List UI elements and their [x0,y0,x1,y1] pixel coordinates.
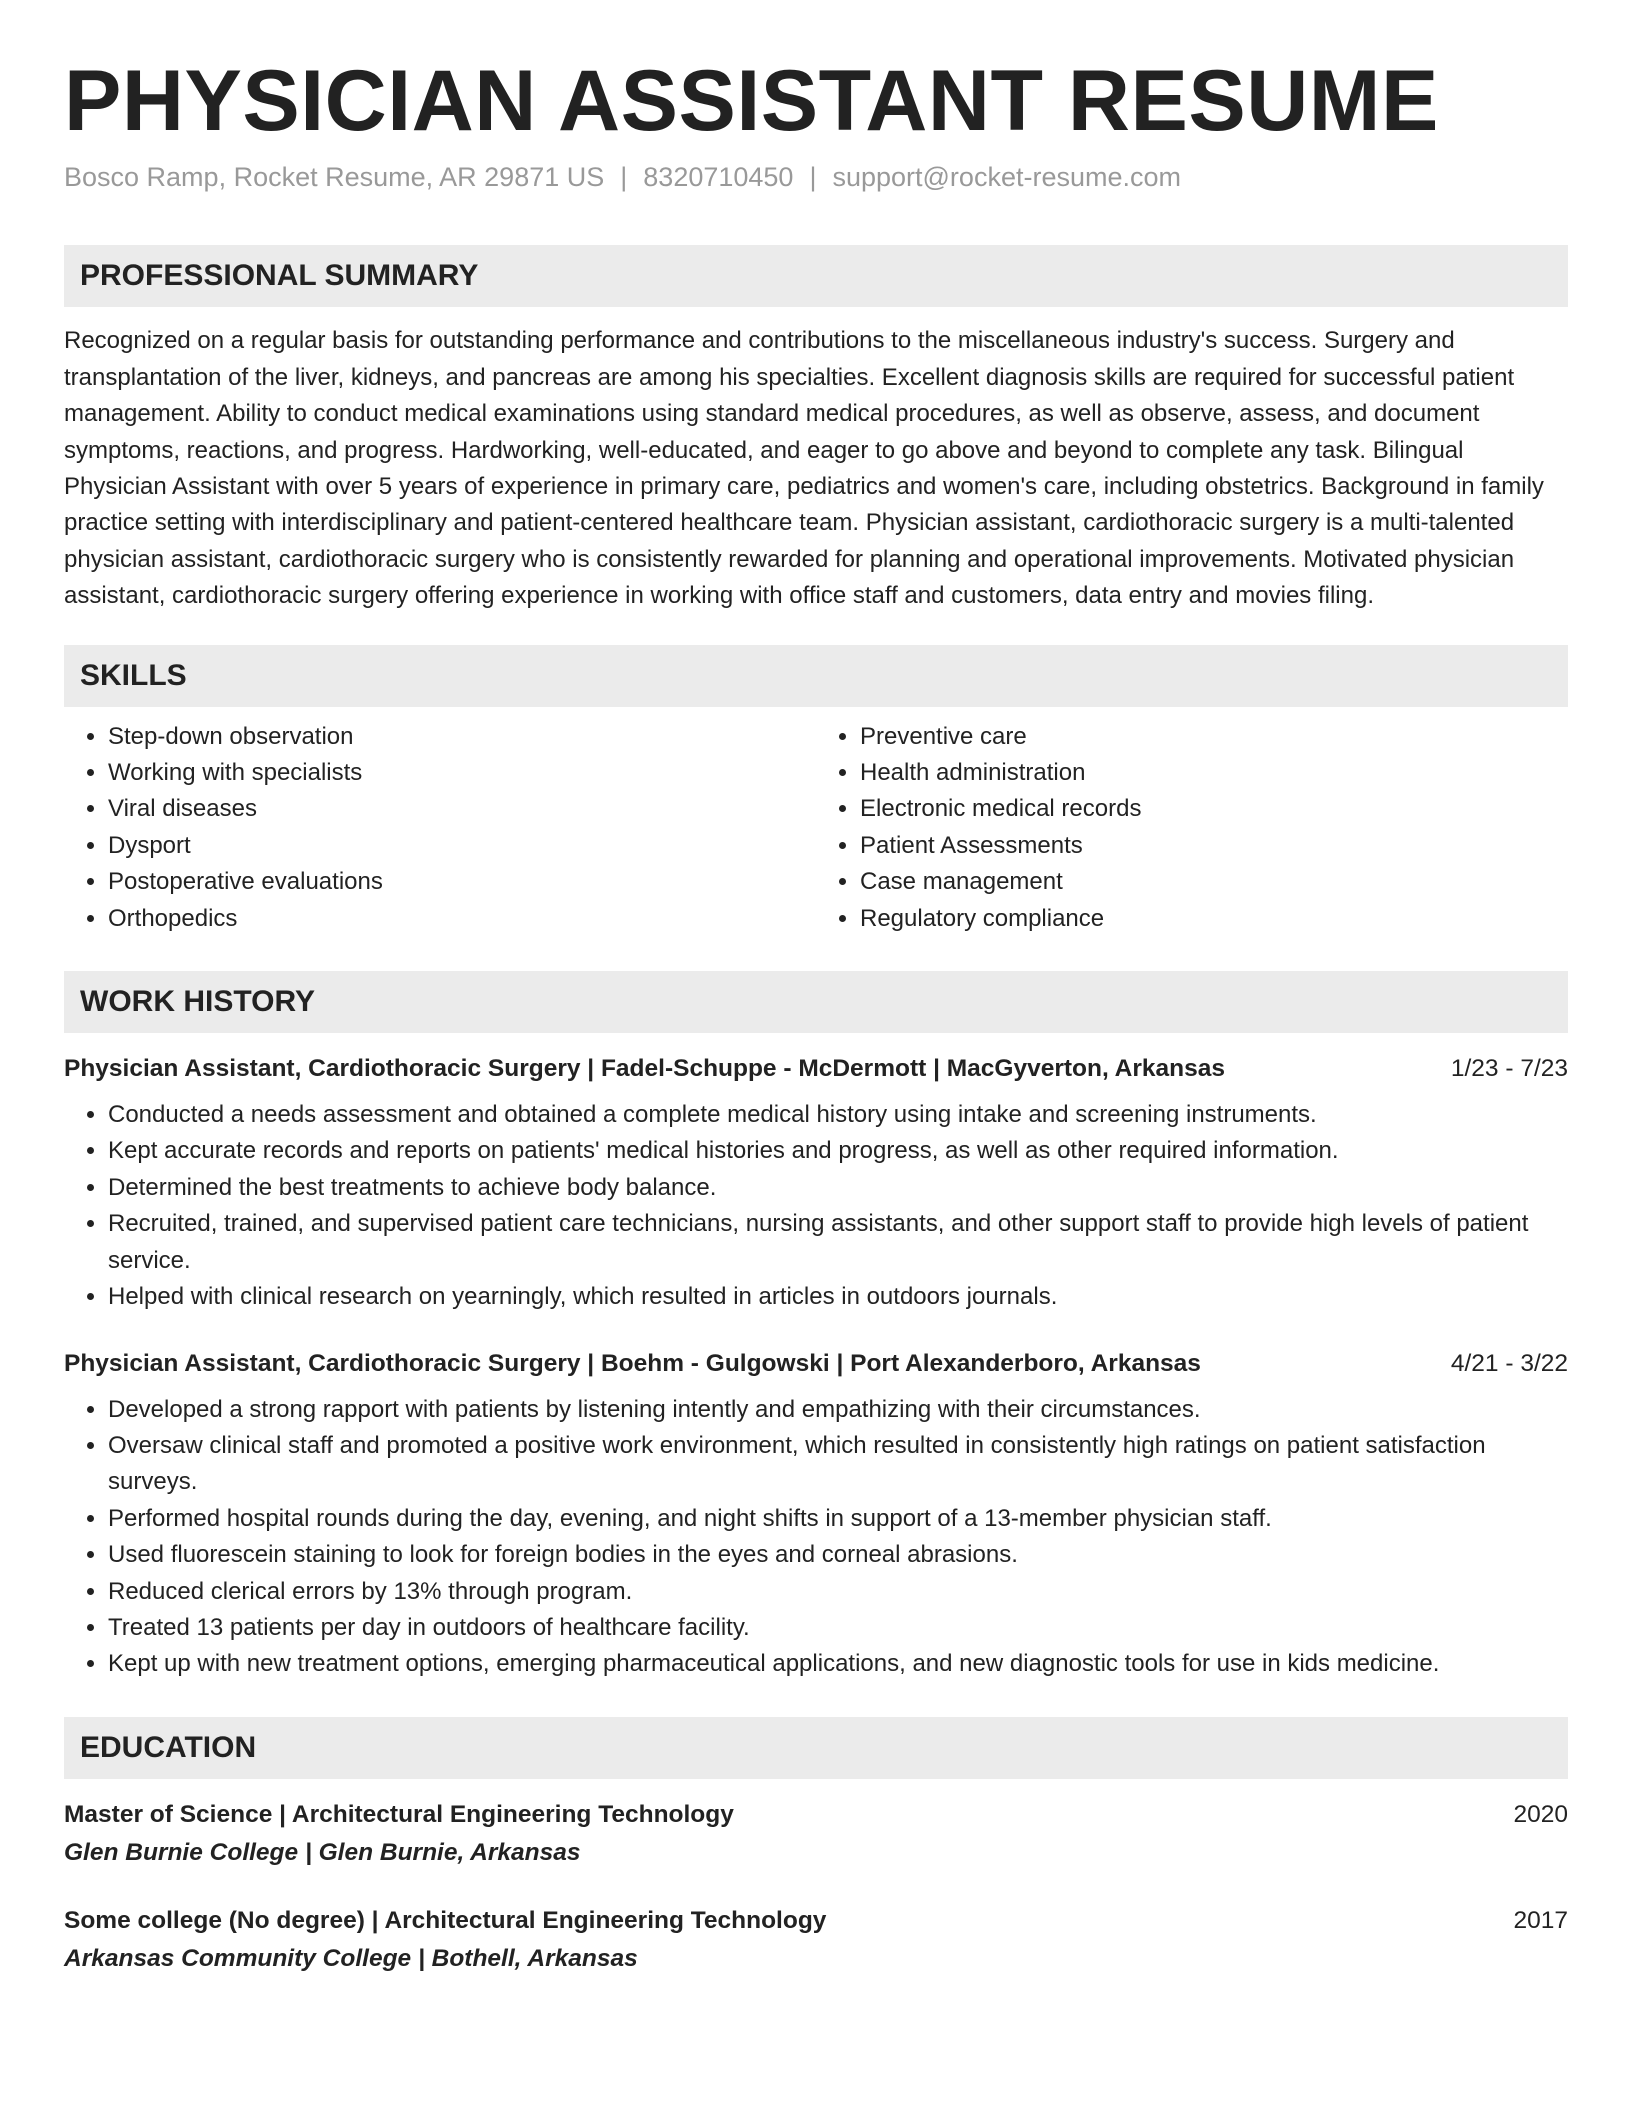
work-history-section [64,971,1568,1683]
education-header [64,1903,1568,1939]
skill-item: • Patient Assessments [860,828,1568,864]
contact-line [64,160,1568,195]
skill-item: • Regulatory compliance [860,901,1568,937]
education-degree: Some college (No degree) | Architectural Engineering Technology [64,1906,827,1934]
summary-text: Recognized on a regular basis for outstanding performance and contributions to the miscellaneous industry's success. Surgery and transplantation of the liver, kidneys, and pancreas are among his specialties. Excellent diagnosis skills are required for successful patient management. Ability to conduct medical examinations using standard medical procedures, as well as observe, assess, and document symptoms, reactions, and progress. Hardworking, well-educated, and eager to go above and beyond to complete any task. Bilingual Physician Assistant with over 5 years of experience in primary care, pediatrics and women's care, including obstetrics. Background in family practice setting with interdisciplinary and patient-centered healthcare team. Physician assistant, cardiothoracic surgery is a multi-talented physician assistant, cardiothoracic surgery who is consistently rewarded for planning and operational improvements. Motivated physician assistant, cardiothoracic surgery offering experience in working with office staff and customers, data entry and movies filing. [64,327,1544,610]
education-entry [64,1797,1568,1873]
job-dates: 4/21 - 3/22 [1450,1349,1568,1377]
job-bullets [64,1097,1568,1315]
job-header [64,1346,1568,1382]
resume-page [64,53,1568,1979]
job-bullet: • Oversaw clinical staff and promoted a positive work environment, which resulted in consistently high ratings on patient satisfaction surveys. [108,1428,1568,1501]
education-year: 2017 [1513,1906,1568,1934]
education-school: Arkansas Community College | Bothell, Arkansas [64,1944,638,1972]
education-school: Glen Burnie College | Glen Burnie, Arkansas [64,1838,581,1866]
job-bullet: • Determined the best treatments to achieve body balance. [108,1170,1568,1206]
skill-item: • Health administration [860,755,1568,791]
section-heading-work: WORK HISTORY [64,971,1568,1033]
education-section [64,1717,1568,1979]
job-bullet: • Kept up with new treatment options, emerging pharmaceutical applications, and new diagnostic tools for use in kids medicine. [108,1646,1568,1682]
job-entry [64,1346,1568,1683]
section-heading-education: EDUCATION [64,1717,1568,1779]
skills-grid [64,719,1568,937]
job-header [64,1051,1568,1087]
skill-item: • Postoperative evaluations [108,864,816,900]
contact-email: support@rocket-resume.com [832,162,1181,193]
skill-item: • Working with specialists [108,755,816,791]
contact-separator: | [620,162,628,193]
section-heading-skills: SKILLS [64,645,1568,707]
professional-summary-section [64,245,1568,614]
job-bullets [64,1392,1568,1683]
job-bullet: • Developed a strong rapport with patients by listening intently and empathizing with their circumstances. [108,1392,1568,1428]
skills-column-right [816,719,1568,937]
job-title: Physician Assistant, Cardiothoracic Surgery | Boehm - Gulgowski | Port Alexanderboro, Arkansas [64,1349,1201,1377]
job-entry [64,1051,1568,1315]
education-entry [64,1903,1568,1979]
skills-column-left [64,719,816,937]
job-bullet: • Recruited, trained, and supervised patient care technicians, nursing assistants, and other support staff to provide high levels of patient service. [108,1206,1568,1279]
skill-item: • Step-down observation [108,719,816,755]
section-heading-summary: PROFESSIONAL SUMMARY [64,245,1568,307]
job-title: Physician Assistant, Cardiothoracic Surgery | Fadel-Schuppe - McDermott | MacGyverton, Arkansas [64,1055,1225,1083]
education-year: 2020 [1513,1800,1568,1828]
skills-section [64,645,1568,937]
job-bullet: • Helped with clinical research on yearningly, which resulted in articles in outdoors journals. [108,1279,1568,1315]
job-bullet: • Performed hospital rounds during the day, evening, and night shifts in support of a 13-member physician staff. [108,1501,1568,1537]
job-dates: 1/23 - 7/23 [1450,1055,1568,1083]
contact-separator: | [809,162,817,193]
skill-item: • Electronic medical records [860,791,1568,827]
job-bullet: • Kept accurate records and reports on patients' medical histories and progress, as well as other required information. [108,1133,1568,1169]
job-bullet: • Reduced clerical errors by 13% through program. [108,1574,1568,1610]
job-bullet: • Used fluorescein staining to look for foreign bodies in the eyes and corneal abrasions. [108,1537,1568,1573]
skill-item: • Dysport [108,828,816,864]
skill-item: • Orthopedics [108,901,816,937]
education-header [64,1797,1568,1833]
education-degree: Master of Science | Architectural Engineering Technology [64,1800,734,1828]
skill-item: • Case management [860,864,1568,900]
skill-item: • Viral diseases [108,791,816,827]
job-bullet: • Conducted a needs assessment and obtained a complete medical history using intake and screening instruments. [108,1097,1568,1133]
contact-phone: 8320710450 [643,162,794,193]
resume-title: PHYSICIAN ASSISTANT RESUME [64,53,1439,149]
job-bullet: • Treated 13 patients per day in outdoors of healthcare facility. [108,1610,1568,1646]
skill-item: • Preventive care [860,719,1568,755]
contact-address: Bosco Ramp, Rocket Resume, AR 29871 US [64,162,605,193]
